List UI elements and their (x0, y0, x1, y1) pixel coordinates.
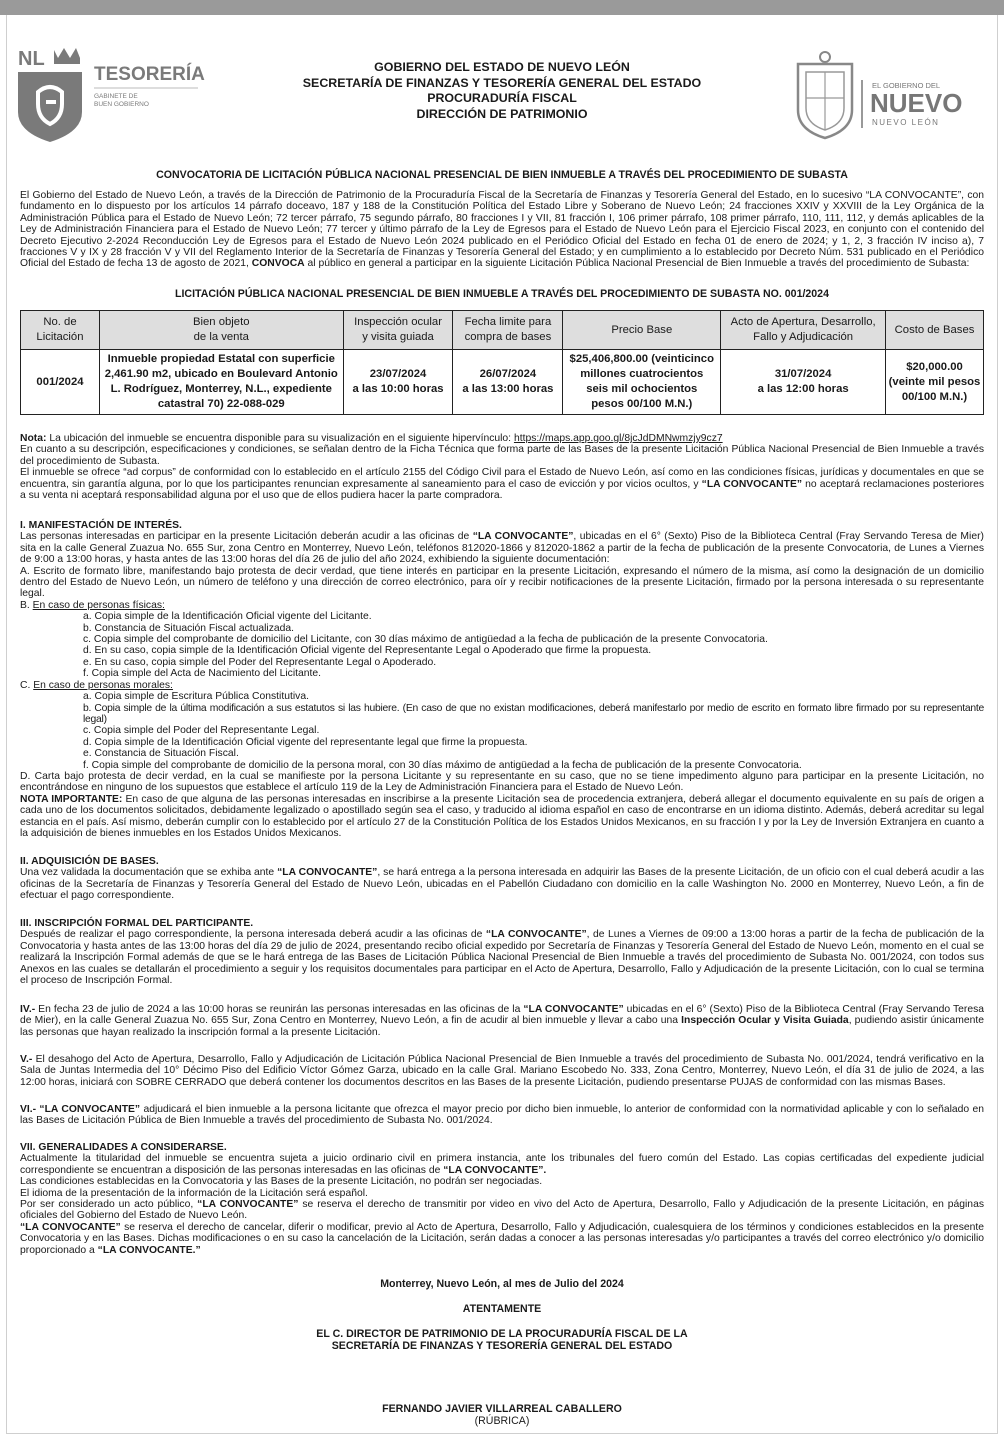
sec7-p4a: Por ser considerado un acto público, (20, 1199, 194, 1211)
sec1-c-item-c: c. Copia simple del Poder del Representante Legal. (83, 725, 320, 737)
sec1-b-item-b: b. Constancia de Situación Fiscal actualizada. (83, 622, 295, 634)
section-4 (20, 1004, 984, 1038)
cell-bien-objeto: Inmueble propiedad Estatal con superficie 2,461.90 m2, ubicado en Boulevard Antonio L. Rodríguez, Monterrey, N.L., expediente catastral 70) 22-088-029 (99, 350, 343, 415)
logo-nuevo-text: NUEVO (870, 88, 963, 118)
cell-precio-base: $25,406,800.00 (veinticinco millones cuatrocientos seis mil ochocientos pesos 00/100 M.N.) (563, 350, 721, 415)
cell-acto-apertura: 31/07/2024 a las 12:00 horas (721, 350, 886, 415)
map-link[interactable]: https://maps.app.goo.gl/8jcJdDMNwmzjy9cz7 (513, 433, 723, 444)
document-title: CONVOCATORIA DE LICITACIÓN PÚBLICA NACIONAL PRESENCIAL DE BIEN INMUEBLE A TRAVÉS DEL PROCEDIMIENTO DE SUBASTA (156, 169, 848, 181)
sec3-t1: Después de realizar el pago correspondiente, la persona interesada deberá acudir a las oficinas de (20, 929, 483, 941)
section-2 (20, 856, 984, 902)
signer-role-1: EL C. DIRECTOR DE PATRIMONIO DE LA PROCURADURÍA FISCAL DE LA (316, 1328, 688, 1340)
sec1-p1a: Las personas interesadas en participar en la presente Licitación deberán acudir a las oficinas de (20, 531, 470, 543)
sec1-p1c: , ubicadas en el 6° (Sexto) Piso de la Biblioteca Central (Fray Servando Teresa de Mier) sita en la calle General Zuazua No. 655 Sur, zona Centro en Monterrey, Nuevo León, teléfonos 812020-1866 y 812020-1862 a partir de la fecha de publicación de la presente Convocatoria, de Lunes a Viernes de 9:00 a 13:00 horas, y hasta antes de las 13:00 horas del día 26 de julio del año 2024, exhibiendo la siguiente documentación: (20, 531, 984, 566)
notes-paragraph-2: En cuanto a su descripción, especificaciones y condiciones, se señalan dentro de la Ficha Técnica que forma parte de las Bases de la presente Licitación Pública Nacional Presencial de Bien Inmueble a través del procedimiento de Subasta. (20, 444, 984, 467)
sec1-b-item-d: d. En su caso, copia simple de la Identificación Oficial vigente del Representante Legal o Apoderado que firme la propuesta. (83, 645, 652, 657)
sec6-text: adjudicará el bien inmueble a la persona licitante que ofrezca el mayor precio por dicho bien inmueble, lo anterior de conformidad con la normatividad aplicable y con lo señalado en las Bases de Licitación Pública de Bien Inmueble a través del procedimiento de Subasta No. 001/2024. (20, 1104, 984, 1127)
header-line-3: PROCURADURÍA FISCAL (427, 91, 577, 105)
top-bar (0, 0, 1004, 15)
licitacion-table (20, 310, 984, 415)
sec1-nota-label: NOTA IMPORTANTE: (20, 793, 123, 805)
header-fecha-limite: Fecha limite para compra de bases (453, 311, 563, 350)
sec4-b2: Inspección Ocular y Visita Guiada (681, 1015, 849, 1027)
header-inspeccion: Inspección ocular y visita guiada (343, 311, 453, 350)
section-3 (20, 918, 984, 986)
sec1-c-item-d: d. Copia simple de la Identificación Oficial vigente del representante legal que firme la propuesta. (83, 736, 528, 748)
sec1-c-item-a: a. Copia simple de Escritura Pública Constitutiva. (83, 691, 309, 703)
sec1-b-item-e: e. En su caso, copia simple del Poder del Representante Legal o Apoderado. (83, 656, 437, 668)
logo-nl-text: NL (18, 48, 45, 70)
notes-p3b: “LA CONVOCANTE” (701, 478, 803, 490)
logo-tesoreria-text: TESORERÍA (94, 64, 205, 85)
cell-no-licitacion: 001/2024 (21, 350, 100, 415)
cell-costo-bases: $20,000.00 (veinte mil pesos 00/100 M.N.) (886, 350, 984, 415)
sec3-t2: , de Lunes a Viernes de 09:00 a 13:00 horas a partir de la fecha de publicación de la Convocatoria y hasta antes de las 13:00 horas del día 29 de julio de 2024, presentando recibo oficial expedido por Secretaría de Finanzas y Tesorería General del Estado de Nuevo León, momento en el cual se realizará la Inscripción Formal además de que se le hará entrega de las Bases de Licitación Pública Nacional Presencial de Bien Inmueble a través del procedimiento de Subasta No. 001/2024, con todos sus Anexos en las cuales se detallarán el procedimiento a seguir y los requisitos documentales para participar en el Acto de Apertura, Desarrollo, Fallo y Adjudicación de la presente Licitación, con lo cual se termina el proceso de Inscripción Formal. (20, 929, 985, 987)
sec7-p4c: se reserva el derecho de transmitir por video en vivo del Acto de Apertura, Desarrollo, Fallo y Adjudicación de la presente Licitación, en páginas oficiales del Gobierno del Estado de Nuevo León. (20, 1199, 984, 1222)
sec4-t1: En fecha 23 de julio de 2024 a las 10:00 horas se reunirán las personas interesadas en las oficinas de la (38, 1004, 521, 1015)
sec7-p5c: “LA CONVOCANTE.” (97, 1244, 201, 1256)
logo-buen-gobierno-text: BUEN GOBIERNO (94, 101, 149, 108)
sec1-c-prefix: C. (20, 679, 31, 691)
sec6-label: VI.- “LA CONVOCANTE” (20, 1104, 141, 1115)
cell-fecha-limite: 26/07/2024 a las 13:00 horas (453, 350, 563, 415)
notes-p3a: El inmueble se ofrece “ad corpus” de conformidad con lo establecido en el artículo 2155 del Código Civil para el Estado de Nuevo León, así como en las condiciones físicas, jurídicas y documentales en que se encuentra, sin garantía alguna, por lo que los participantes renuncian expresamente al saneamiento para el caso de evicción y por vicios ocultos, y (20, 467, 984, 490)
tesoreria-shield-icon (18, 46, 218, 142)
signer-role-2: SECRETARÍA DE FINANZAS Y TESORERÍA GENERAL DEL ESTADO (331, 1340, 673, 1352)
intro-text-2: al público en general a participar en la siguiente Licitación Pública Nacional Presencial de Bien Inmueble a través del procedimiento de Subasta: (307, 258, 970, 270)
sec7-p2: Las condiciones establecidas en la Convocatoria y las Bases de la presente Licitación, no podrán ser negociadas. (20, 1176, 543, 1188)
section-2-title: II. ADQUISICIÓN DE BASES. (20, 856, 159, 867)
intro-paragraph (20, 190, 984, 270)
sec5-label: V.- (20, 1054, 33, 1065)
section-7-title: VII. GENERALIDADES A CONSIDERARSE. (20, 1142, 227, 1153)
nota-text: La ubicación del inmueble se encuentra disponible para su visualización en el siguiente hipervínculo: (49, 433, 512, 444)
sec1-b-item-a: a. Copia simple de la Identificación Oficial vigente del Licitante. (83, 611, 372, 623)
intro-text-1: El Gobierno del Estado de Nuevo León, a través de la Dirección de Patrimonio de la Procuraduría Fiscal de la Secretaría de Finanzas y Tesorería General del Estado, en lo sucesivo “LA CONVOCANTE”, con fundamento en lo dispuesto por los artículos 14 párrafo doceavo, 187 y 188 de la Constitución Política del Estado Libre y Soberano de Nuevo León; 24 fracciones XXIV y XXVIII de la Ley Orgánica de la Administración Pública para el Estado de Nuevo León; 72 tercer párrafo, 75 segundo párrafo, 80 fracciones I y VII, 81 fracción I, 106 primer párrafo, 108 primer párrafo, 110, 111, 112, y demás aplicables de la Ley de Administración Financiera para el Estado de Nuevo León; 77 tercer y último párrafo de la Ley de Egresos para el Estado de Nuevo León para el Ejercicio Fiscal 2023, en conjunto con el contenido del Decreto Ejecutivo 2-2024 Reconducción Ley de Egresos para el Estado de Nuevo León 2024 publicado en el Periódico Oficial del Estado en fecha 01 de enero de 2024; y 1, 2, 3 fracción IV inciso a), 7 fracciones V y IX y 28 fracción V y VII del Reglamento Interior de la Secretaría de Finanzas y Tesorería General del Estado; y en cumplimiento a lo establecido por Decreto Núm. 531 publicado en el Periódico Oficial del Estado de fecha 13 de agosto de 2021, (20, 190, 984, 270)
sec3-b1: “LA CONVOCANTE” (485, 929, 587, 941)
section-5 (20, 1054, 984, 1088)
cell-inspeccion: 23/07/2024 a las 10:00 horas (343, 350, 453, 415)
header-line-4: DIRECCIÓN DE PATRIMONIO (416, 106, 588, 121)
table-header-row (21, 311, 984, 350)
logo-gabinete-text: GABINETE DE (94, 93, 138, 100)
sec4-label: IV.- (20, 1004, 36, 1015)
header-precio-base: Precio Base (563, 311, 721, 350)
section-1 (20, 520, 984, 839)
sec1-b-item-c: c. Copia simple del comprobante de domicilio del Licitante, con 30 días máximo de antigüedad a la fecha de publicación de la presente Convocatoria. (83, 634, 768, 646)
sec1-b-prefix: B. (20, 599, 30, 611)
nota-label: Nota: (20, 433, 47, 444)
tesoreria-logo (18, 46, 218, 142)
logo-gobierno-text: EL GOBIERNO DEL (872, 81, 941, 90)
sec1-b-item-f: f. Copia simple del Acta de Nacimiento del Licitante. (83, 668, 322, 680)
section-7 (20, 1142, 984, 1256)
section-6 (20, 1104, 984, 1127)
sec2-t1: Una vez validada la documentación que se exhiba ante (20, 867, 275, 879)
section-3-title: III. INSCRIPCIÓN FORMAL DEL PARTICIPANTE. (20, 918, 254, 929)
sec4-b1: “LA CONVOCANTE” (523, 1004, 624, 1015)
sec4-t3: , pudiendo asistir únicamente las personas que hayan realizado la inscripción formal a la presente Licitación. (20, 1015, 984, 1038)
sec2-b1: “LA CONVOCANTE” (277, 867, 378, 879)
table-row (21, 350, 984, 415)
logo-nuevo-leon-text: NUEVO LEÓN (872, 118, 940, 127)
atentamente: ATENTAMENTE (462, 1303, 542, 1315)
header-costo-bases: Costo de Bases (886, 311, 984, 350)
signer-name: FERNANDO JAVIER VILLARREAL CABALLERO (382, 1403, 622, 1415)
sec1-item-a: A. Escrito de formato libre, manifestando bajo protesta de decir verdad, que tiene interés en participar en la presente Licitación, expresando el número de la misma, así como la designación de un domicilio dentro del Estado de Nuevo León, un número de teléfono y una dirección de correo electrónico, para oír y recibir notificaciones de la presente Licitación, firmado por la persona interesada o su representante legal. (20, 565, 984, 600)
sec2-t2: , se hará entrega a la persona interesada en adquirir las Bases de la presente Licitación, de un oficio con el cual deberá acudir a las oficinas de la Secretaría de Finanzas y Tesorería General del Estado de Nuevo León, ubicadas en el Pabellón Ciudadano con domicilio en la calle Washington No. 2000 en Monterrey, Nuevo León, a fin de efectuar el pago correspondiente. (20, 867, 985, 902)
sec7-p1b: “LA CONVOCANTE”. (443, 1164, 547, 1176)
sec1-c-item-b: b. Copia simple de la última modificación a sus estatutos si las hubiere. (En caso de que no existan modificaciones, deberá manifestarlo por medio de escrito en formato libre firmado por su representante legal) (83, 702, 984, 725)
licitacion-title: LICITACIÓN PÚBLICA NACIONAL PRESENCIAL DE BIEN INMUEBLE A TRAVÉS DEL PROCEDIMIENTO DE SUBASTA NO. 001/2024 (175, 288, 829, 300)
sec1-p1b: “LA CONVOCANTE” (472, 531, 574, 543)
sec7-p1a: Actualmente la titularidad del inmueble se encuentra sujeta a juicio ordinario civil en primera instancia, ante los tribunales del fuero común del Estado. Las copias certificadas del expediente judicial correspondiente se encuentran a disposición de las personas interesadas en las oficinas de (20, 1153, 984, 1176)
sec1-c-item-f: f. Copia simple del comprobante de domicilio de la persona moral, con 30 días máximo de antigüedad a la fecha de publicación de la presente Convocatoria. (83, 759, 802, 771)
sec7-p3: El idioma de la presentación de la información de la Licitación será español. (20, 1187, 368, 1199)
coat-of-arms-icon (792, 50, 988, 140)
sec4-t2: ubicadas en el 6° (Sexto) Piso de la Biblioteca Central (Fray Servando Teresa de Mier), en la calle General Zuazua No. 655 Sur, Zona Centro en Monterrey, Nuevo León, a fin de acudir al bien inmueble y llevar a cabo una (20, 1004, 985, 1027)
notes-p3c: no aceptará reclamaciones posteriores a su venta ni aceptará responsabilidad alguna por el uso que de ellos pudiera hacer la parte compradora. (20, 478, 985, 502)
sec1-nota-text: En caso de que alguna de las personas interesadas en inscribirse a la presente Licitación sea de procedencia extranjera, deberá allegar el documento equivalente en su país de origen a cada uno de los documentos solicitados, debidamente legalizado o apostillado según sea el caso, y traducido al idioma español en caso de encontrarse en un idioma distinto. Además, deberá acreditar su legal estancia en el país. Así mismo, deberán cumplir con lo establecido por el artículo 27 de la Constitución Política de los Estados Unidos Mexicanos, en su fracción I y por la Ley de Inversión Extranjera en cuanto a la adquisición de bienes inmuebles en los Estados Unidos Mexicanos. (20, 793, 984, 839)
intro-convoca: CONVOCA (251, 258, 305, 270)
place-date: Monterrey, Nuevo León, al mes de Julio del 2024 (380, 1278, 624, 1290)
sec1-c-item-e: e. Constancia de Situación Fiscal. (83, 748, 239, 760)
sec7-p5a: “LA CONVOCANTE” (20, 1221, 121, 1233)
sec1-c-label: En caso de personas morales: (33, 679, 173, 691)
header-no-licitacion: No. de Licitación (21, 311, 100, 350)
document-header (260, 60, 744, 122)
section-1-title: I. MANIFESTACIÓN DE INTERÉS. (20, 520, 182, 531)
sec1-item-d: D. Carta bajo protesta de decir verdad, en la cual se manifieste por la persona Licitante y su representante en su caso, que no se tiene impedimento alguno para participar en la presente Licitación, no encontrándose en ninguno de los supuestos que establece el artículo 119 de la Ley de Administración Financiera para el Estado de Nuevo León. (20, 770, 984, 794)
sec7-p5b: se reserva el derecho de cancelar, diferir o modificar, previo al Acto de Apertura, Desarrollo, Fallo y Adjudicación, cualesquiera de los términos y condiciones establecidos en la presente Convocatoria y en las Bases. Dichas modificaciones o en su caso la cancelación de la Licitación, serán dadas a conocer a las personas interesadas y/o participantes a través del correo electrónico y/o domicilio proporcionado a (20, 1221, 984, 1256)
rubrica: (RÚBRICA) (474, 1415, 530, 1427)
notes-block (20, 433, 984, 501)
header-line-1: GOBIERNO DEL ESTADO DE NUEVO LEÓN (374, 60, 630, 74)
header-line-2: SECRETARÍA DE FINANZAS Y TESORERÍA GENERAL DEL ESTADO (302, 75, 702, 90)
sec5-text: El desahogo del Acto de Apertura, Desarrollo, Fallo y Adjudicación de Licitación Pública Nacional Presencial de Bien Inmueble a través del procedimiento de Subasta No. 001/2024, tendrá verificativo en la Sala de Juntas Intermedia del 10° Décimo Piso del Edificio Víctor Gómez Garza, ubicado en la calle Gral. Mariano Escobedo No. 333, Zona Centro, Monterrey, Nuevo León, el día 31 de julio de 2024, a las 12:00 horas, iniciará con SOBRE CERRADO que deberá contener los documentos descritos en las Bases de la presente Licitación, pudiendo presentarse PUJAS de conformidad con las mismas Bases. (20, 1054, 984, 1088)
nuevo-leon-logo (792, 50, 988, 140)
header-bien-objeto: Bien objeto de la venta (99, 311, 343, 350)
sec1-b-label: En caso de personas físicas: (32, 599, 165, 611)
sec7-p4b: “LA CONVOCANTE” (197, 1199, 299, 1211)
header-acto-apertura: Acto de Apertura, Desarrollo, Fallo y Adjudicación (721, 311, 886, 350)
